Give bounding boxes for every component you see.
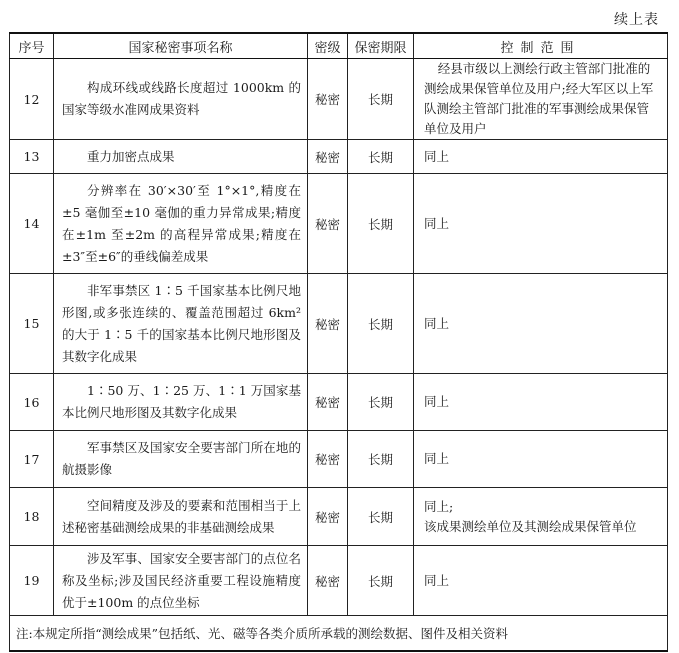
row-scope <box>414 488 668 546</box>
row-level: 秘密 <box>308 374 348 431</box>
row-no: 19 <box>10 546 54 616</box>
row-level: 秘密 <box>308 488 348 546</box>
row-scope-text: 同上 <box>424 215 450 231</box>
row-level: 秘密 <box>308 174 348 274</box>
row-name-text: 涉及军事、国家安全要害部门的点位名称及坐标;涉及国民经济重要工程设施精度优于±100m 的点位坐标 <box>62 550 301 610</box>
table-row <box>10 488 668 546</box>
table-row <box>10 546 668 616</box>
row-scope <box>414 174 668 274</box>
row-name <box>54 374 308 431</box>
row-period: 长期 <box>348 140 414 174</box>
row-scope-text: 经县市级以上测绘行政主管部门批准的测绘成果保管单位及用户;经大军区以上军队测绘主管部门批准的军事测绘成果保管单位及用户 <box>424 61 654 136</box>
row-scope <box>414 546 668 616</box>
row-name-text: 重力加密点成果 <box>87 148 175 164</box>
row-no: 12 <box>10 59 54 140</box>
row-name <box>54 59 308 140</box>
row-no: 18 <box>10 488 54 546</box>
row-name-text: 空间精度及涉及的要素和范围相当于上述秘密基础测绘成果的非基础测绘成果 <box>62 497 301 535</box>
row-period: 长期 <box>348 374 414 431</box>
row-scope <box>414 140 668 174</box>
row-no: 17 <box>10 431 54 488</box>
row-period: 长期 <box>348 431 414 488</box>
row-level: 秘密 <box>308 59 348 140</box>
row-period: 长期 <box>348 274 414 374</box>
table-row <box>10 374 668 431</box>
row-name-text: 分辨率在 30′×30′至 1°×1°,精度在±5 毫伽至±10 毫伽的重力异常成果;精度在±1m 至±2m 的高程异常成果;精度在±3″至±6″的垂线偏差成果 <box>62 182 301 264</box>
row-name <box>54 488 308 546</box>
continuation-label: 续上表 <box>614 12 659 28</box>
row-scope-text: 同上 <box>424 451 450 466</box>
row-period: 长期 <box>348 174 414 274</box>
row-name-text: 构成环线或线路长度超过 1000km 的国家等级水准网成果资料 <box>62 80 301 117</box>
row-period: 长期 <box>348 546 414 616</box>
row-scope-text: 同上 <box>424 148 450 164</box>
table-note: 注:本规定所指“测绘成果”包括纸、光、磁等各类介质所承载的测绘数据、图件及相关资料 <box>10 616 668 652</box>
table-row <box>10 140 668 174</box>
header-period: 保密期限 <box>348 33 414 59</box>
row-period: 长期 <box>348 59 414 140</box>
header-level: 密级 <box>308 33 348 59</box>
row-level: 秘密 <box>308 546 348 616</box>
table-row <box>10 274 668 374</box>
table-row <box>10 431 668 488</box>
header-no: 序号 <box>10 33 54 59</box>
row-name <box>54 431 308 488</box>
row-level: 秘密 <box>308 431 348 488</box>
row-no: 16 <box>10 374 54 431</box>
table-header-row <box>10 33 668 59</box>
row-scope-text: 同上 <box>424 394 450 409</box>
row-scope-text: 同上; <box>424 498 454 514</box>
row-no: 13 <box>10 140 54 174</box>
row-level: 秘密 <box>308 274 348 374</box>
row-name <box>54 140 308 174</box>
note-row <box>10 616 668 652</box>
row-scope-text: 同上 <box>424 572 450 588</box>
row-no: 15 <box>10 274 54 374</box>
row-scope-text: 同上 <box>424 315 450 331</box>
row-name <box>54 174 308 274</box>
header-scope: 控制范围 <box>414 33 668 59</box>
row-no: 14 <box>10 174 54 274</box>
header-name: 国家秘密事项名称 <box>54 33 308 59</box>
row-name <box>54 274 308 374</box>
row-name-text: 军事禁区及国家安全要害部门所在地的航摄影像 <box>62 440 301 477</box>
row-scope <box>414 431 668 488</box>
row-scope <box>414 374 668 431</box>
row-scope <box>414 59 668 140</box>
table-row <box>10 59 668 140</box>
row-level: 秘密 <box>308 140 348 174</box>
secret-items-table <box>9 32 668 652</box>
row-scope-extra: 该成果测绘单位及其测绘成果保管单位 <box>424 518 637 534</box>
table-row <box>10 174 668 274</box>
row-period: 长期 <box>348 488 414 546</box>
row-name-text: 1∶50 万、1∶25 万、1∶1 万国家基本比例尺地形图及其数字化成果 <box>62 383 301 420</box>
row-name-text: 非军事禁区 1∶5 千国家基本比例尺地形图,或多张连续的、覆盖范围超过 6km² 的大于 1∶5 千的国家基本比例尺地形图及其数字化成果 <box>62 282 301 364</box>
row-scope <box>414 274 668 374</box>
row-name <box>54 546 308 616</box>
